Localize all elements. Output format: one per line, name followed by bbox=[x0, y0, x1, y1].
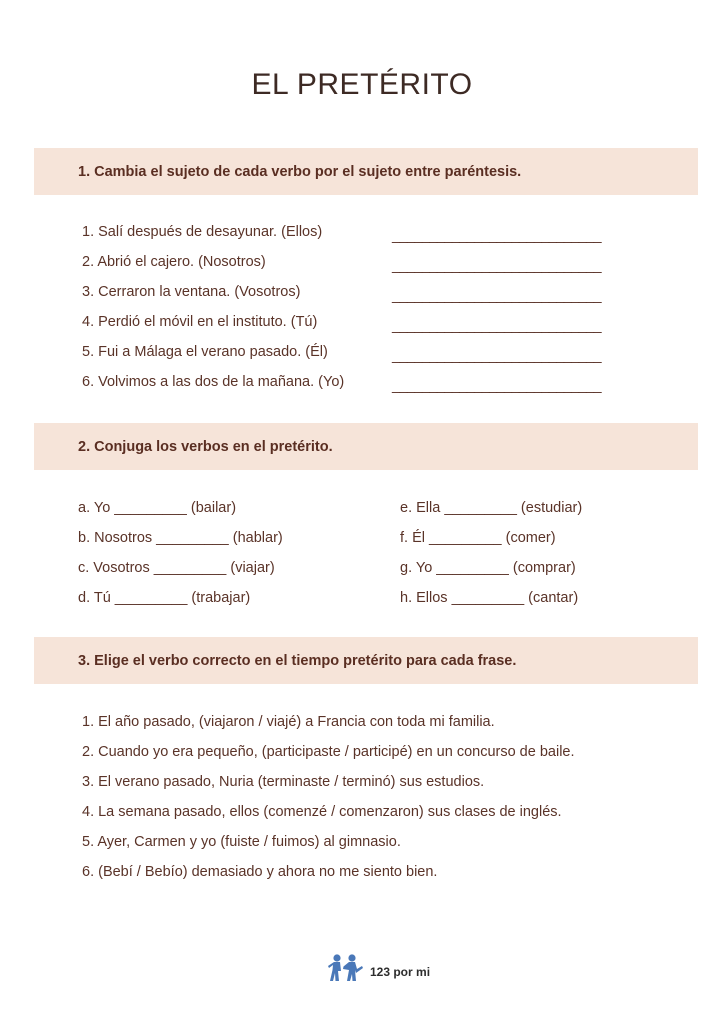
list-item: 1. El año pasado, (viajaron / viajé) a Francia con toda mi familia. bbox=[82, 714, 495, 730]
answer-blank[interactable]: ____________________________ bbox=[392, 288, 601, 304]
section-1-header bbox=[34, 148, 698, 195]
list-item: f. Él _________ (comer) bbox=[400, 530, 556, 546]
answer-blank[interactable]: ____________________________ bbox=[392, 378, 601, 394]
list-item: 3. Cerraron la ventana. (Vosotros) bbox=[82, 284, 301, 300]
answer-blank[interactable]: ____________________________ bbox=[392, 348, 601, 364]
list-item: 2. Abrió el cajero. (Nosotros) bbox=[82, 254, 266, 270]
section-1-heading: 1. Cambia el sujeto de cada verbo por el sujeto entre paréntesis. bbox=[78, 163, 522, 180]
section-2-header bbox=[34, 423, 698, 470]
list-item: 5. Fui a Málaga el verano pasado. (Él) bbox=[82, 344, 328, 360]
list-item: 6. (Bebí / Bebío) demasiado y ahora no me siento bien. bbox=[82, 864, 438, 880]
answer-blank[interactable]: ____________________________ bbox=[392, 228, 601, 244]
list-item: a. Yo _________ (bailar) bbox=[78, 500, 237, 516]
list-item: 3. El verano pasado, Nuria (terminaste / terminó) sus estudios. bbox=[82, 774, 485, 790]
list-item: 4. Perdió el móvil en el instituto. (Tú) bbox=[82, 314, 318, 330]
list-item: 6. Volvimos a las dos de la mañana. (Yo) bbox=[82, 374, 345, 390]
list-item: d. Tú _________ (trabajar) bbox=[78, 590, 251, 606]
footer bbox=[328, 953, 430, 990]
section-2-heading: 2. Conjuga los verbos en el pretérito. bbox=[78, 438, 333, 455]
list-item: b. Nosotros _________ (hablar) bbox=[78, 530, 283, 546]
section-3-header bbox=[34, 637, 698, 684]
kids-logo-icon bbox=[328, 953, 364, 990]
list-item: g. Yo _________ (comprar) bbox=[400, 560, 576, 576]
brand-name: 123 por mi bbox=[370, 964, 431, 979]
list-item: 5. Ayer, Carmen y yo (fuiste / fuimos) al gimnasio. bbox=[82, 834, 401, 850]
list-item: c. Vosotros _________ (viajar) bbox=[78, 560, 275, 576]
list-item: e. Ella _________ (estudiar) bbox=[400, 500, 583, 516]
list-item: 1. Salí después de desayunar. (Ellos) bbox=[82, 224, 323, 240]
list-item: 2. Cuando yo era pequeño, (participaste / participé) en un concurso de baile. bbox=[82, 744, 575, 760]
list-item: 4. La semana pasado, ellos (comenzé / comenzaron) sus clases de inglés. bbox=[82, 804, 562, 820]
list-item: h. Ellos _________ (cantar) bbox=[400, 590, 579, 606]
answer-blank[interactable]: ____________________________ bbox=[392, 318, 601, 334]
page-title: EL PRETÉRITO bbox=[251, 68, 473, 101]
answer-blank[interactable]: ____________________________ bbox=[392, 258, 601, 274]
section-3-heading: 3. Elige el verbo correcto en el tiempo pretérito para cada frase. bbox=[78, 652, 517, 669]
